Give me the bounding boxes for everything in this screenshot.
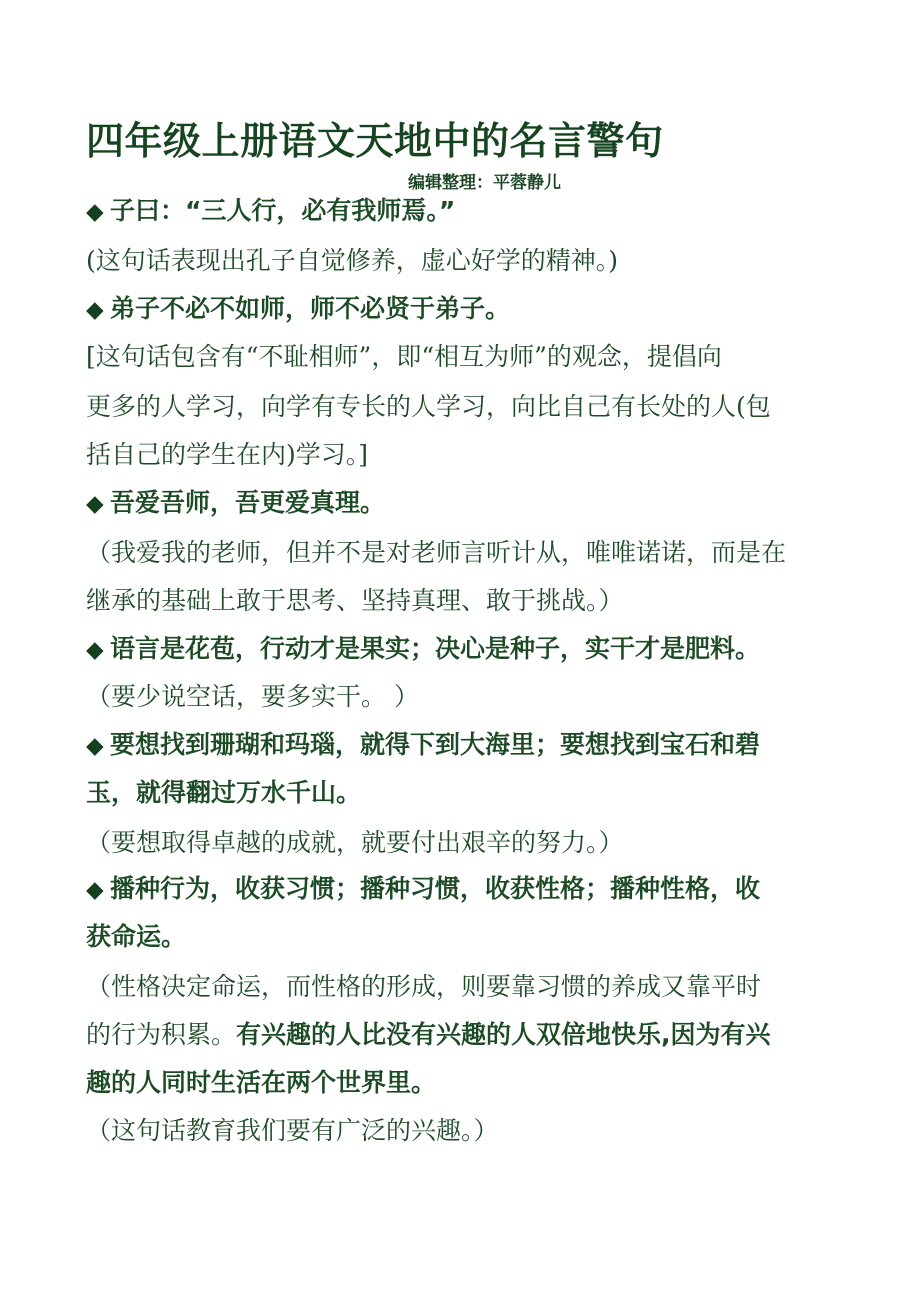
note-line: （要想取得卓越的成就，就要付出艰辛的努力。） (86, 828, 624, 857)
quote-text: 吾爱吾师，吾更爱真理。 (110, 488, 386, 517)
document-title: 四年级上册语文天地中的名言警句 (86, 118, 664, 163)
note-line: （我爱我的老师，但并不是对老师言听计从，唯唯诺诺，而是在 (86, 538, 787, 567)
note-line: （这句话教育我们要有广泛的兴趣。） (86, 1116, 499, 1145)
note-line: 更多的人学习，向学有专长的人学习，向比自己有长处的人(包 (86, 392, 771, 421)
diamond-bullet-icon: ◆ (86, 733, 104, 759)
note-line: (这句话表现出孔子自觉修养，虚心好学的精神。) (86, 246, 619, 275)
quote-line (86, 294, 856, 325)
diamond-bullet-icon: ◆ (86, 297, 104, 323)
diamond-bullet-icon: ◆ (86, 491, 104, 517)
mixed-line-bold: 有兴趣的人比没有兴趣的人双倍地快乐,因为有兴 (236, 1020, 771, 1049)
diamond-bullet-icon: ◆ (86, 199, 104, 225)
note-line: （要少说空话，要多实干。 ） (86, 682, 419, 711)
quote-text: 弟子不必不如师，师不必贤于弟子。 (110, 294, 511, 323)
editor-credit: 编辑整理：平蓉静儿 (408, 173, 561, 193)
quote-line (86, 488, 856, 519)
quote-line (86, 634, 856, 665)
quote-text: 播种行为，收获习惯；播种习惯，收获性格；播种性格，收 (110, 874, 761, 903)
quote-text: 子曰：“三人行，必有我师焉。” (110, 196, 456, 225)
note-line: [这句话包含有“不耻相师”，即“相互为师”的观念，提倡向 (86, 342, 722, 371)
quote-line (86, 730, 856, 761)
quote-line: 获命运。 (86, 922, 187, 951)
note-line: （性格决定命运，而性格的形成，则要靠习惯的养成又靠平时 (86, 972, 762, 1001)
diamond-bullet-icon: ◆ (86, 877, 104, 903)
quote-line (86, 196, 856, 227)
note-line: 继承的基础上敢于思考、坚持真理、敢于挑战。） (86, 586, 624, 615)
note-line: 括自己的学生在内)学习。] (86, 440, 369, 469)
quote-line: 玉，就得翻过万水千山。 (86, 778, 362, 807)
mixed-line (86, 1020, 856, 1050)
mixed-line-plain: 的行为积累。 (86, 1020, 237, 1049)
quote-text: 要想找到珊瑚和玛瑙，就得下到大海里；要想找到宝石和碧 (110, 730, 761, 759)
quote-line: 趣的人同时生活在两个世界里。 (86, 1068, 437, 1097)
quote-text: 语言是花苞，行动才是果实；决心是种子，实干才是肥料。 (110, 634, 761, 663)
diamond-bullet-icon: ◆ (86, 637, 104, 663)
quote-line (86, 874, 856, 905)
